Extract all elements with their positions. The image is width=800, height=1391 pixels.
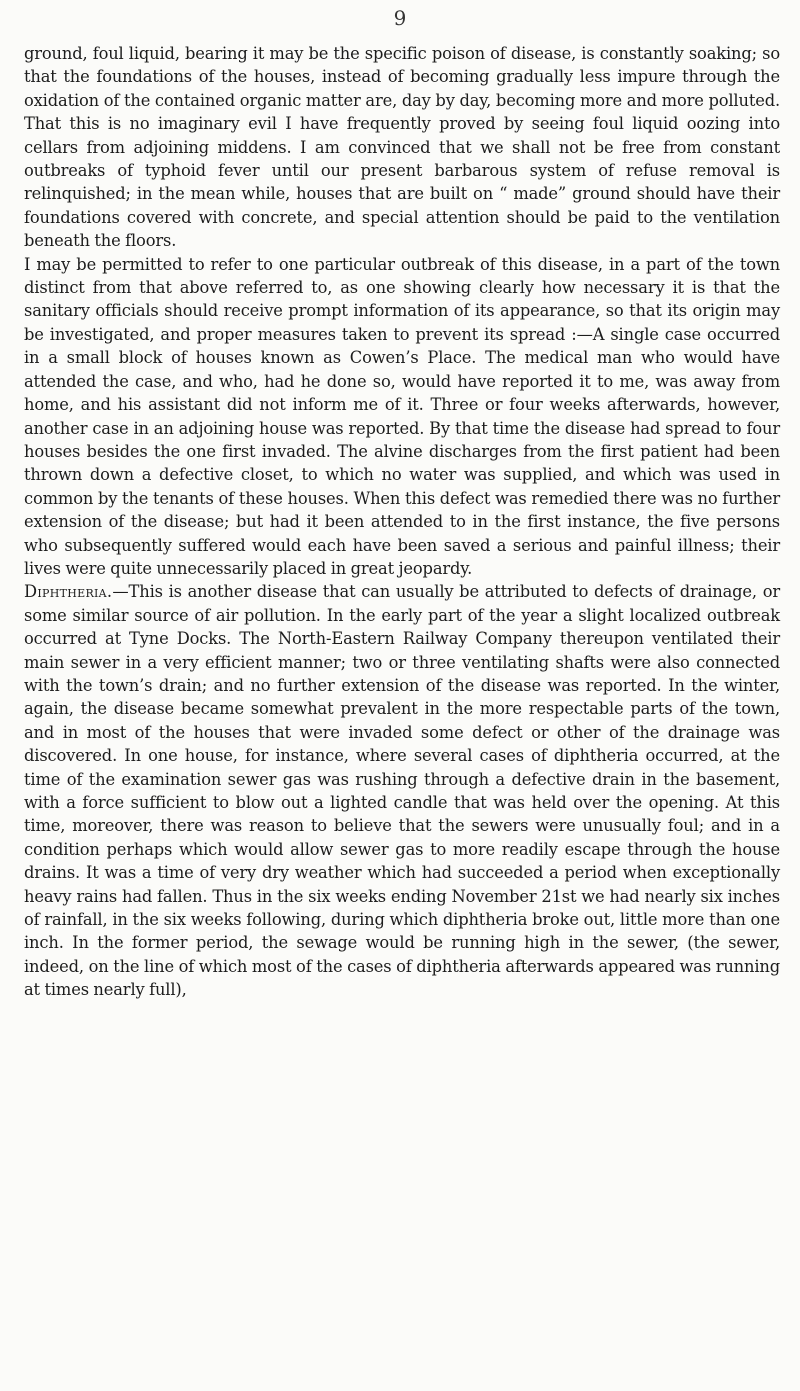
paragraph-cowens-place-outbreak [24, 253, 780, 581]
paragraph-text: ground, foul liquid, bearing it may be the specific poison of disease, is constantly soaking; so that the foundations of the houses, instead of becoming gradually less impure through the oxidation of the contained organic matter are, day by day, becoming more and more polluted. That this is no imaginary evil I have frequently proved by seeing foul liquid oozing into cellars from adjoining middens. I am convinced that we shall not be free from constant outbreaks of typhoid fever until our present barbarous system of refuse removal is relinquished; in the mean while, houses that are built on “ made” ground should have their foundations covered with concrete, and special attention should be paid to the ventilation beneath the floors. [24, 44, 780, 251]
page-number: 9 [393, 6, 407, 30]
paragraph-diphtheria [24, 580, 780, 1001]
paragraph-text: —This is another disease that can usually be attributed to defects of drainage, or some similar source of air pollution. In the early part of the year a slight localized outbreak occurred at Tyne Docks. The North-Eastern Railway Company thereupon ventilated their main sewer in a very efficient manner; two or three ventilating shafts were also connected with the town’s drain; and no further extension of the disease was reported. In the winter, again, the disease became somewhat prevalent in the more respectable parts of the town, and in most of the houses that were invaded some defect or other of the drainage was discovered. In one house, for instance, where several cases of diphtheria occurred, at the time of the examination sewer gas was rushing through a defective drain in the basement, with a force sufficient to blow out a lighted candle that was held over the opening. At this time, moreover, there was reason to believe that the sewers were unusually foul; and in a condition perhaps which would allow sewer gas to more readily escape through the house drains. It was a time of very dry weather which had succeeded a period when exceptionally heavy rains had fallen. Thus in the six weeks ending November 21st we had nearly six inches of rainfall, in the six weeks following, during which diphtheria broke out, little more than one inch. In the former period, the sewage would be running high in the sewer, (the sewer, indeed, on the line of which most of the cases of diphtheria afterwards appeared was running at times nearly full), [24, 582, 780, 1000]
section-heading-diphtheria: Diphtheria. [24, 582, 113, 602]
paragraph-text: I may be permitted to refer to one particular outbreak of this disease, in a part of the town distinct from that above referred to, as one showing clearly how necessary it is that the sanitary officials should receive prompt information of its appearance, so that its origin may be investigated, and proper measures taken to prevent its spread :—A single case occurred in a small block of houses known as Cowen’s Place. The medical man who would have attended the case, and who, had he done so, would have reported it to me, was away from home, and his assistant did not inform me of it. Three or four weeks afterwards, however, another case in an adjoining house was reported. By that time the disease had spread to four houses besides the one first invaded. The alvine discharges from the first patient had been thrown down a defective closet, to which no water was supplied, and which was used in common by the tenants of these houses. When this defect was remedied there was no further extension of the disease; but had it been attended to in the first instance, the five persons who subsequently suffered would each have been saved a serious and painful illness; their lives were quite unnecessarily placed in great jeopardy. [24, 254, 780, 578]
paragraph-typhoid-foundations [24, 42, 780, 253]
body-text [24, 42, 780, 1002]
